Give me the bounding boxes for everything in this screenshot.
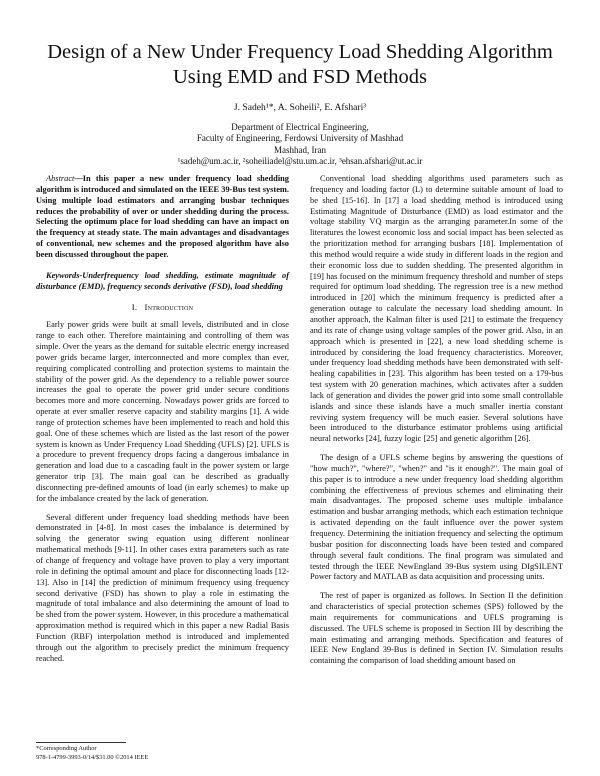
right-column [310,174,563,667]
paper-title: Design of a New Under Frequency Load Shedding Algorithm Using EMD and FSD Methods [47,41,553,88]
intro-paragraph-5: The rest of paper is organized as follows. In Section II the definition and characteristics of special protection schemes (SPS) followed by the main requirements for communications and UFLS programing is discussed. The UFLS scheme is proposed in Section III by describing the main estimating and arranging methods. Specification and features of IEEE New England 39-Bus is defined in Section IV. Simulation results containing the comparison of load shedding amount based on [310,591,563,666]
keywords: Keywords-Underfrequency load shedding, estimate magnitude of disturbance (EMD), frequency seconds derivative (FSD), load shedding [36,270,289,291]
section-title: Introduction [144,302,194,313]
author-list: J. Sadeh¹*, A. Soheili², E. Afshari³ [233,102,367,113]
intro-paragraph-1: Early power grids were built at small levels, distributed and in close range to each other. Therefore maintaining and controlling of them was simple. Over the years as the demand for suitable electric energy increased power grids became larger, interconnected and more complex than ever, requiring complicated controlling and protection systems to maintain the stability of the power grid. As the dependency to a reliable power source increases the goal to operate the power grid under secure conditions becomes more and more concerning. Nowadays power grids are forced to operate at ever smaller reserve capacity and stability margins [1]. A wide range of protection schemes have been implemented to reach and hold this goal. One of these schemes which are listed as the last resort of the power system is known as Under Frequency Load Shedding (UFLS) [2]. UFLS is a procedure to prevent frequency drops facing a dangerous imbalance in generation and load due to a cascading fault in the power system or large generator trip [3]. The main goal can be described as gradually disconnecting pre-defined amounts of load (in early schemes) to make up for the imbalance created by the lack of generation. [36,320,289,503]
corresponding-author-note: *Corresponding Author [36,745,97,752]
footnote [36,742,289,762]
copyright-line: 978-1-4799-3993-0/14/$31.00 ©2014 IEEE [36,753,149,761]
affiliation-department: Department of Electrical Engineering, [231,122,369,132]
intro-paragraph-4: The design of a UFLS scheme begins by answering the questions of "how much?", "where?", "when?" and "is it enough?". The main goal of this paper is to introduce a new under frequency load shedding algorithm combining the effectiveness of previous schemes and eliminating their main disadvantages. The proposed scheme uses multiple imbalance estimation and busbar arranging methods, which each estimation technique is activated depending on the fault influence over the power system frequency. Determining the initiation frequency and selecting the optimum busbar position for disconnecting loads have been tested and compared through several fault conditions. The final program was simulated and tested through the IEEE NewEngland 39-Bus system using DIgSILENT Power factory and MATLAB as data acquisition and processing units. [310,453,563,582]
affiliation-block [40,122,560,167]
affiliation-faculty: Faculty of Engineering, Ferdowsi University of Mashhad [196,133,404,144]
affiliation-city: Mashhad, Iran [274,144,326,155]
section-heading-introduction [36,302,289,313]
abstract-text: —In this paper a new under frequency load shedding algorithm is introduced and simulated on the IEEE 39-Bus test system. Using multiple load estimators and arranging busbar techniques reduces the probability of over or under shedding during the process. Selecting the optimum place for load shedding can have an impact on the frequency at steady state. The main advantages and disadvantages of conventional, new schemes and the proposed algorithm have also been discussed throughout the paper. [36,174,289,259]
affiliation-emails: ¹sadeh@um.ac.ir, ²soheiliadel@stu.um.ac.ir, ³ehsan.afshari@ut.ac.ir [177,155,423,166]
footnote-rule [36,742,126,743]
abstract-label: Abstract [46,174,75,183]
left-column [36,174,289,664]
abstract [36,174,289,261]
intro-paragraph-3: Conventional load shedding algorithms used parameters such as frequency and loading factor (L) to determine suitable amount of load to be shed [15-16]. In [17] a load shedding method is introduced using Estimating Magnitude of Disturbance (EMD) as load estimator and the voltage stability VQ margin as the arranging parameter.In some of the literatures the lowest economic loss and social impact has been selected as the prioritization method for arranging busbars [18]. Implementation of this method would require a wide study in different loads in the region and their economic loss due to sudden shedding. The presented algorithm in [19] has focused on the minimum frequency threshold and number of steps required for optimum load shedding. The regression tree is a new method introduced in [20] which the minimum frequency is predicted after a generation outage to calculate the necessary load shedding amount. In another approach, the Kalman filter is used [21] to estimate the frequency and its rate of change using voltage samples of the power grid. Also, in an approach which is presented in [22], a new load shedding scheme is introduced by considering the load frequency characteristics. Moreover, under frequency load shedding methods have been demonstrated with self-healing capabilities in [23]. This algorithm has been tested on a 179-bus test system with 20 generation machines, which activates after a sudden lack of generation and divides the power grid into some small controllable islands and since these islands have a much smaller inertia constant reviving system frequency will be much easier. Several solutions have been introduced to the disturbance estimator problems using artificial neural networks [24], fuzzy logic [25] and genetic algorithm [26]. [310,174,563,444]
section-number: I. [131,302,138,313]
intro-paragraph-2: Several different under frequency load shedding methods have been demonstrated in [4-8]. In most cases the imbalance is determined by solving the generator swing equation using different nonlinear mathematical methods [9-11]. In other cases extra parameters such as rate of change of frequency and voltage have proven to play a very important role in defining the optimal amount and place for disconnecting loads [12-13]. Also in [14] the prediction of minimum frequency using frequency second derivative (FSD) has shown to play a role in estimating the magnitude of total imbalance and also determining the amount of load to be shed from the power system. However, in this procedure a mathematical approximation method is required which in this paper a new Radial Basis Function (RBF) interpolation method is introduced and implemented through out the algorithm to precisely predict the minimum frequency reached. [36,512,289,663]
